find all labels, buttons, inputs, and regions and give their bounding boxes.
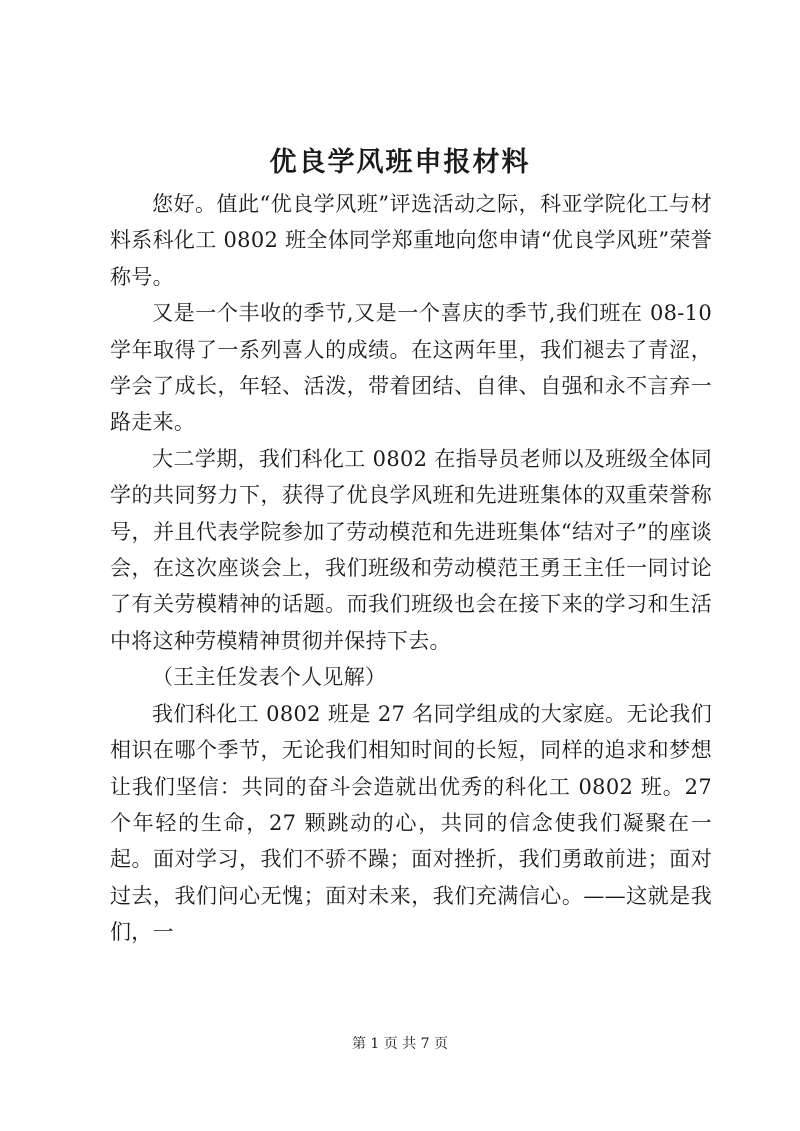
paragraph-director-remarks: （王主任发表个人见解） <box>152 665 387 690</box>
paragraph-class-family: 我们科化工 0802 班是 27 名同学组成的大家庭。无论我们相识在哪个季节，无论我们相知时间的长短，同样的追求和梦想让我们坚信：共同的奋斗会造就出优秀的科化工 0802 班。27 个年轻的生命，27 颗跳动的心，共同的信念使我们凝聚在一起。面对学习，我们不骄不躁；面对挫折，我们勇敢前进；面对过去，我们问心无愧；面对未来，我们充满信心。——这就是我们，一 <box>110 701 712 945</box>
document-title: 优良学风班申报材料 <box>269 147 531 178</box>
paragraph-greeting: 您好。值此“优良学风班”评选活动之际，科亚学院化工与材料系科化工 0802 班全体同学郑重地向您申请“优良学风班”荣誉称号。 <box>110 192 712 289</box>
paragraph-sophomore-year: 大二学期，我们科化工 0802 在指导员老师以及班级全体同学的共同努力下，获得了优良学风班和先进班集体的双重荣誉称号，并且代表学院参加了劳动模范和先进班集体“结对子”的座谈会，在这次座谈会上，我们班级和劳动模范王勇王主任一同讨论了有关劳模精神的话题。而我们班级也会在接下来的学习和生活中将这种劳模精神贯彻并保持下去。 <box>110 446 712 653</box>
paragraph-harvest-season: 又是一个丰收的季节,又是一个喜庆的季节,我们班在 08-10 学年取得了一系列喜人的成绩。在这两年里，我们褪去了青涩，学会了成长，年轻、活泼，带着团结、自律、自强和永不言弃一路走来。 <box>110 301 712 435</box>
page-footer: 第 1 页 共 7 页 <box>351 1036 449 1052</box>
document-body <box>110 186 712 951</box>
